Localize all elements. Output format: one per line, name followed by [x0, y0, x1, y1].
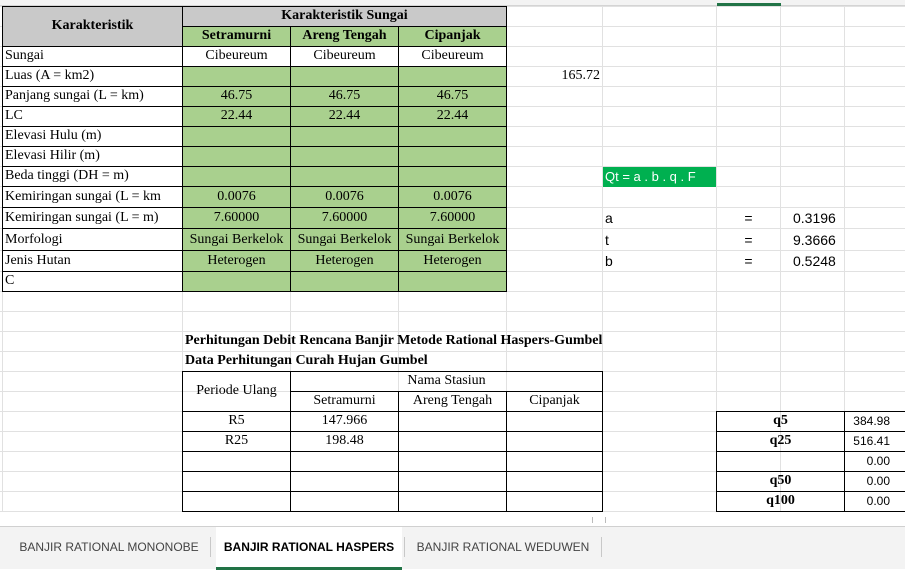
cell-value[interactable]: 0.0076: [217, 189, 256, 204]
row-label: Beda tinggi (DH = m): [5, 168, 129, 183]
border-line: [182, 471, 603, 472]
cell-value[interactable]: 7.60000: [429, 210, 476, 225]
q-value[interactable]: 384.98: [853, 414, 890, 428]
cell-value[interactable]: 46.75: [436, 88, 469, 103]
q-value[interactable]: 0.00: [866, 474, 890, 488]
period-label: R5: [228, 413, 245, 428]
border-line: [602, 371, 603, 512]
param-equals: =: [744, 253, 753, 269]
section-title: Perhitungan Debit Rencana Banjir Metode Rational Haspers-Gumbel: [185, 333, 603, 348]
cell-value[interactable]: Cibeureum: [421, 48, 484, 63]
sheet-tab-bar: [0, 526, 905, 569]
cell-value[interactable]: Cibeureum: [313, 48, 376, 63]
cell-value[interactable]: Heterogen: [423, 253, 482, 268]
border-line: [182, 451, 603, 452]
grid-row-line: [0, 351, 905, 352]
q-label: q50: [769, 473, 792, 488]
param-value[interactable]: 0.5248: [793, 253, 836, 269]
tab-separator: [601, 537, 602, 557]
cell-value[interactable]: Heterogen: [207, 253, 266, 268]
section-subtitle: Data Perhitungan Curah Hujan Gumbel: [185, 353, 428, 368]
param-equals: =: [744, 210, 753, 226]
border-line: [182, 511, 603, 512]
row-label: Panjang sungai (L = km): [5, 88, 144, 103]
cell-value[interactable]: 22.44: [436, 108, 469, 123]
border-line: [182, 491, 603, 492]
cell-value[interactable]: Cibeureum: [205, 48, 268, 63]
q-value[interactable]: 0.00: [866, 494, 890, 508]
q-value[interactable]: 516.41: [853, 434, 890, 448]
cell-value[interactable]: 0.0076: [433, 189, 472, 204]
cell-value[interactable]: 22.44: [328, 108, 361, 123]
period-header: Periode Ulang: [196, 383, 277, 398]
q-label: q100: [766, 493, 795, 508]
param-value[interactable]: 0.3196: [793, 210, 836, 226]
selected-column-indicator: [717, 3, 781, 6]
row-label: Sungai: [5, 48, 44, 63]
karakteristik-header-label: Karakteristik: [51, 18, 134, 33]
row-label: Morfologi: [5, 232, 63, 247]
row-label: Elevasi Hilir (m): [5, 148, 100, 163]
row-label: Kemiringan sungai (L = m): [5, 210, 159, 225]
karakteristik-sungai-header: Karakteristik Sungai: [281, 8, 408, 23]
sheet-tab-weduwen[interactable]: BANJIR RATIONAL WEDUWEN: [416, 540, 590, 554]
rainfall-value[interactable]: 147.966: [321, 413, 368, 428]
cell-value[interactable]: 7.60000: [213, 210, 260, 225]
cell-value[interactable]: Sungai Berkelok: [405, 232, 500, 247]
area-value[interactable]: 165.72: [561, 68, 600, 83]
param-name: a: [605, 210, 613, 226]
param-name: t: [605, 232, 609, 248]
rainfall-value[interactable]: 198.48: [325, 433, 364, 448]
station-header-1: Areng Tengah: [302, 28, 387, 43]
lower-station-header-1: Areng Tengah: [412, 393, 493, 408]
period-label: R25: [224, 433, 249, 448]
row-label: Elevasi Hulu (m): [5, 128, 102, 143]
station-group-header: Nama Stasiun: [407, 373, 486, 388]
tab-separator: [404, 537, 405, 557]
row-label: C: [5, 273, 15, 288]
border-line: [2, 228, 507, 229]
lower-station-header-2: Cipanjak: [529, 393, 580, 408]
param-value[interactable]: 9.3666: [793, 232, 836, 248]
row-label: LC: [5, 108, 23, 123]
station-header-0: Setramurni: [201, 28, 272, 43]
cell-value[interactable]: Heterogen: [315, 253, 374, 268]
sheet-tab-haspers[interactable]: BANJIR RATIONAL HASPERS: [216, 527, 402, 570]
cell-value[interactable]: Sungai Berkelok: [189, 232, 284, 247]
border-line: [716, 511, 905, 512]
q-value[interactable]: 0.00: [866, 454, 890, 468]
lower-station-header-0: Setramurni: [313, 393, 376, 408]
border-line: [2, 6, 3, 292]
cell-value[interactable]: 46.75: [328, 88, 361, 103]
cell-value[interactable]: 0.0076: [325, 189, 364, 204]
row-label: Kemiringan sungai (L = km: [5, 189, 161, 204]
station-header-2: Cipanjak: [424, 28, 481, 43]
q-label: q5: [773, 413, 788, 428]
grid-row-line: [0, 311, 905, 312]
sheet-scroll-grip[interactable]: [592, 517, 606, 523]
border-line: [2, 291, 507, 292]
tab-separator: [210, 537, 211, 557]
sheet-tab-mononobe[interactable]: BANJIR RATIONAL MONONOBE: [19, 540, 199, 554]
formula-text: Qt = a . b . q . F: [605, 169, 696, 184]
cell-value[interactable]: Sungai Berkelok: [297, 232, 392, 247]
cell-value[interactable]: 46.75: [220, 88, 253, 103]
param-equals: =: [744, 232, 753, 248]
border-line: [506, 6, 507, 292]
cell-value[interactable]: 7.60000: [321, 210, 368, 225]
row-label: Luas (A = km2): [5, 68, 95, 83]
cell-value[interactable]: 22.44: [220, 108, 253, 123]
row-label: Jenis Hutan: [5, 253, 71, 268]
q-label: q25: [769, 433, 792, 448]
param-name: b: [605, 253, 613, 269]
